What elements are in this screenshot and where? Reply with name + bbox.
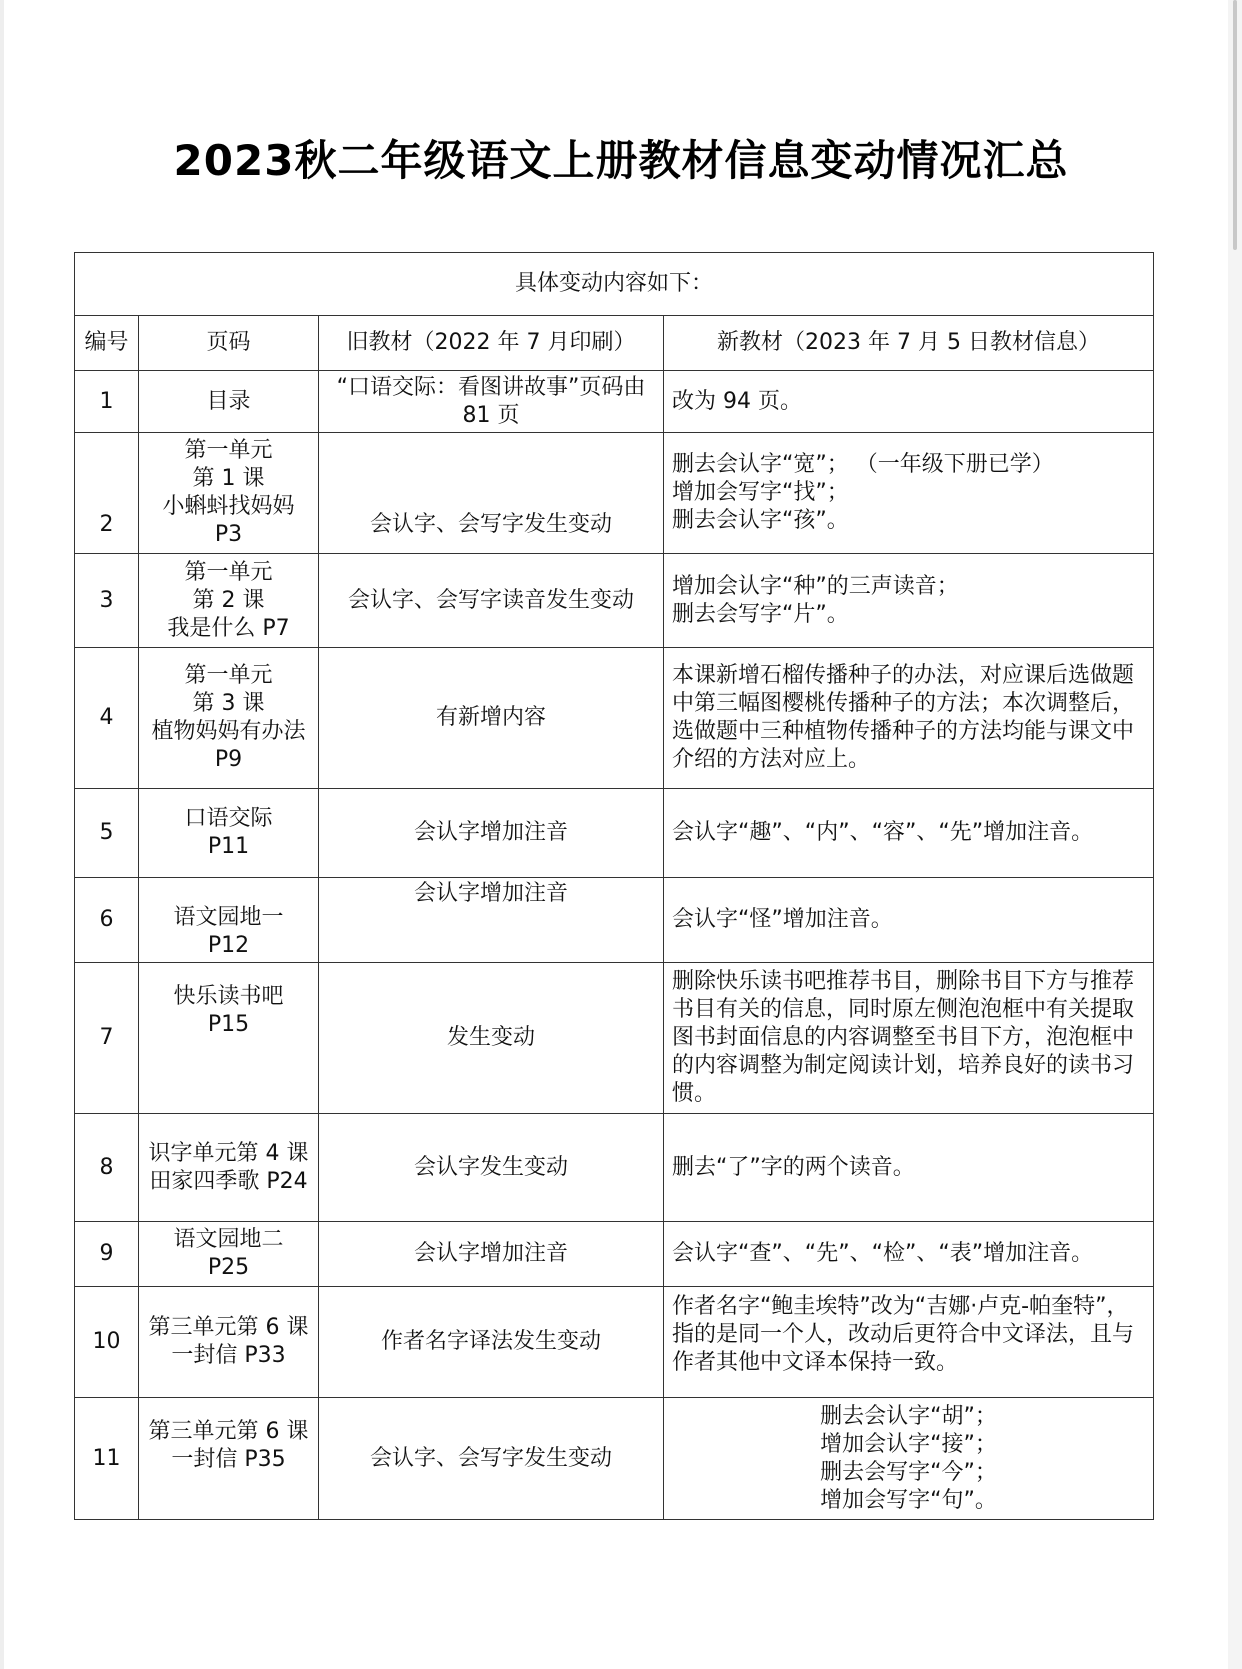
- row-page: 语文园地二 P25: [139, 1222, 319, 1287]
- scrollbar-thumb[interactable]: [1233, 0, 1237, 250]
- row-page: 第三单元第 6 课 一封信 P33: [139, 1287, 319, 1398]
- row-num: 2: [75, 433, 139, 554]
- row-new: 会认字“查”、“先”、“检”、“表”增加注音。: [664, 1222, 1154, 1287]
- row-page: 识字单元第 4 课 田家四季歌 P24: [139, 1114, 319, 1222]
- table-row: [75, 1398, 1154, 1520]
- row-num: 7: [75, 963, 139, 1114]
- row-old: 会认字、会写字发生变动: [319, 1398, 664, 1520]
- table-row: [75, 1114, 1154, 1222]
- row-num: 8: [75, 1114, 139, 1222]
- row-num: 10: [75, 1287, 139, 1398]
- table-row: [75, 433, 1154, 554]
- intro-text: 具体变动内容如下：: [75, 253, 1154, 316]
- row-old: “口语交际：看图讲故事”页码由 81 页: [319, 371, 664, 433]
- header-row: [75, 316, 1154, 371]
- row-new: 删去会认字“宽”； （一年级下册已学） 增加会写字“找”； 删去会认字“孩”。: [664, 433, 1154, 554]
- row-page: 目录: [139, 371, 319, 433]
- row-num: 1: [75, 371, 139, 433]
- header-num: 编号: [75, 316, 139, 371]
- row-page: 第三单元第 6 课 一封信 P35: [139, 1398, 319, 1520]
- table-row: [75, 648, 1154, 789]
- row-num: 4: [75, 648, 139, 789]
- row-num: 6: [75, 878, 139, 963]
- row-page: 第一单元 第 2 课 我是什么 P7: [139, 554, 319, 648]
- row-num: 11: [75, 1398, 139, 1520]
- left-edge: [0, 0, 4, 1669]
- table-row: [75, 1287, 1154, 1398]
- row-page: 语文园地一 P12: [139, 878, 319, 963]
- row-old: 会认字、会写字发生变动: [319, 433, 664, 554]
- row-old: 发生变动: [319, 963, 664, 1114]
- table-row: [75, 554, 1154, 648]
- row-old: 作者名字译法发生变动: [319, 1287, 664, 1398]
- row-num: 3: [75, 554, 139, 648]
- row-page: 第一单元 第 1 课 小蝌蚪找妈妈 P3: [139, 433, 319, 554]
- row-new: 删除快乐读书吧推荐书目，删除书目下方与推荐书目有关的信息，同时原左侧泡泡框中有关提取图书封面信息的内容调整至书目下方，泡泡框中的内容调整为制定阅读计划，培养良好的读书习惯。: [664, 963, 1154, 1114]
- row-new: 会认字“趣”、“内”、“容”、“先”增加注音。: [664, 789, 1154, 878]
- table-row: [75, 371, 1154, 433]
- row-page: 快乐读书吧 P15: [139, 963, 319, 1114]
- row-old: 会认字增加注音: [319, 789, 664, 878]
- row-num: 9: [75, 1222, 139, 1287]
- changes-table: [74, 252, 1154, 1520]
- scrollbar[interactable]: [1228, 0, 1242, 1669]
- row-new: 本课新增石榴传播种子的办法，对应课后选做题中第三幅图樱桃传播种子的方法；本次调整后，选做题中三种植物传播种子的方法均能与课文中介绍的方法对应上。: [664, 648, 1154, 789]
- header-new: 新教材（2023 年 7 月 5 日教材信息）: [664, 316, 1154, 371]
- row-old: 会认字增加注音: [319, 878, 664, 963]
- row-new: 删去会认字“胡”； 增加会认字“接”； 删去会写字“今”； 增加会写字“句”。: [664, 1398, 1154, 1520]
- header-page: 页码: [139, 316, 319, 371]
- row-new: 增加会认字“种”的三声读音； 删去会写字“片”。: [664, 554, 1154, 648]
- row-new: 删去“了”字的两个读音。: [664, 1114, 1154, 1222]
- row-old: 有新增内容: [319, 648, 664, 789]
- row-old: 会认字发生变动: [319, 1114, 664, 1222]
- row-page: 第一单元 第 3 课 植物妈妈有办法 P9: [139, 648, 319, 789]
- row-num: 5: [75, 789, 139, 878]
- table-row: [75, 789, 1154, 878]
- intro-row: [75, 253, 1154, 316]
- page-title: 2023秋二年级语文上册教材信息变动情况汇总: [173, 136, 1069, 185]
- row-new: 作者名字“鲍圭埃特”改为“吉娜·卢克-帕奎特”，指的是同一个人，改动后更符合中文译法，且与作者其他中文译本保持一致。: [664, 1287, 1154, 1398]
- table-row: [75, 878, 1154, 963]
- row-new: 会认字“怪”增加注音。: [664, 878, 1154, 963]
- row-old: 会认字、会写字读音发生变动: [319, 554, 664, 648]
- header-old: 旧教材（2022 年 7 月印刷）: [319, 316, 664, 371]
- row-old: 会认字增加注音: [319, 1222, 664, 1287]
- row-new: 改为 94 页。: [664, 371, 1154, 433]
- table-row: [75, 963, 1154, 1114]
- row-page: 口语交际 P11: [139, 789, 319, 878]
- table-row: [75, 1222, 1154, 1287]
